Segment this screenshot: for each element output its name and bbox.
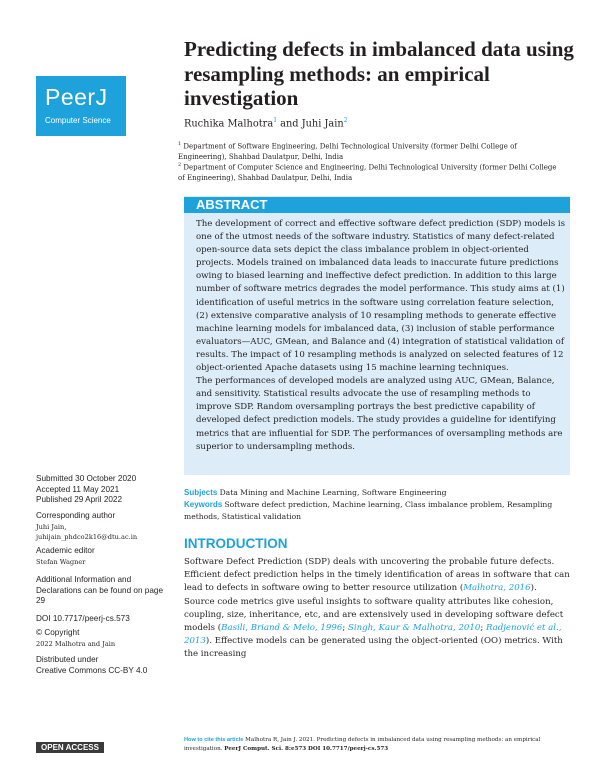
abstract-paragraph-2: The performances of developed models are analyzed using AUC, GMean, Balance, and sensitivity. Statistical results advocate the use of resampling methods to improve SDP. Random oversampling portrays the best predictive capability of developed defect prediction models. The study provides a guideline for identifying metrics that are influential for SDP. The performances of oversampling methods are superior to undersampling methods. <box>196 376 563 452</box>
citation-footer <box>184 736 570 754</box>
doi[interactable]: DOI 10.7717/peerj-cs.573 <box>36 614 130 623</box>
introduction-text <box>184 556 570 662</box>
abstract-heading: ABSTRACT <box>184 197 570 213</box>
keywords-label: Keywords <box>184 500 223 509</box>
copyright-icon: © <box>36 628 43 637</box>
affiliation-2 <box>178 160 558 183</box>
open-access-badge: OPEN ACCESS <box>36 742 104 753</box>
academic-editor-name: Stefan Wagner <box>36 557 86 566</box>
corresponding-author-name: Juhi Jain, <box>36 522 67 531</box>
citation-link[interactable]: Radjenović et al., 2013 <box>184 623 562 647</box>
affiliation-1 <box>178 139 558 162</box>
author-1[interactable]: Ruchika Malhotra <box>184 118 274 130</box>
author-conjunction: and <box>280 118 299 130</box>
footer-journal: PeerJ Comput. Sci. 8:e573 <box>224 746 307 752</box>
logo-subtitle: Computer Science <box>45 116 111 125</box>
affiliation-2-text: Department of Computer Science and Engineering, Delhi Technological University (former Delhi College of Engineering), Shahbad Daulatpur, Delhi, India <box>178 163 557 182</box>
subjects-value[interactable]: Data Mining and Machine Learning, Software Engineering <box>219 488 447 497</box>
citation-link[interactable]: Basili, Briand & Melo, 1996 <box>221 623 343 634</box>
intro-text-1: Software Defect Prediction (SDP) deals with uncovering the probable future defects. Efficient defect prediction helps in the timely identification of areas in software that can lead to defects in software owing to better resource utilization ( <box>184 557 570 594</box>
footer-doi[interactable]: DOI 10.7717/peerj-cs.573 <box>307 746 389 752</box>
license-line-2[interactable]: Creative Commons CC-BY 4.0 <box>36 665 148 675</box>
corresponding-author <box>36 511 166 543</box>
keywords-value: Software defect prediction, Machine learning, Class imbalance problem, Resampling methods, Statistical validation <box>184 500 553 521</box>
intro-sep-1: ; <box>342 623 348 634</box>
intro-sep-2: ; <box>480 623 486 634</box>
intro-text-2: ). Source code metrics give useful insights to software quality attributes like cohesion, coupling, size, inheritance, etc, and are extensively used in developing software defect models ( <box>184 583 564 634</box>
publication-dates <box>36 474 166 506</box>
intro-text-3: ). Effective models can be generated using the object-oriented (OO) metrics. With the increasing <box>184 636 563 660</box>
page-title: Predicting defects in imbalanced data using resampling methods: an empirical investigation <box>184 37 574 110</box>
author-1-sup: 1 <box>273 117 278 124</box>
introduction-heading: INTRODUCTION <box>184 536 288 551</box>
author-line <box>184 117 348 129</box>
affiliation-1-sup: 1 <box>178 141 182 147</box>
abstract-paragraph-1: The development of correct and effective software defect prediction (SDP) models is one of the utmost needs of the software industry. Statistics of many defect-related open-source data sets depict the class imbalance problem in object-oriented projects. Models trained on imbalanced data leads to inaccurate future predictions owing to biased learning and ineffective defect prediction. In addition to this large number of software metrics degrades the model performance. This study aims at (1) identification of useful metrics in the software using correlation feature selection, (2) extensive comparative analysis of 10 resampling methods to generate effective machine learning models for imbalanced data, (3) inclusion of stable performance evaluators—AUC, GMean, and Balance and (4) integration of statistical validation of results. The impact of 10 resampling methods is analyzed on selected features of 12 object-oriented Apache datasets using 15 machine learning techniques. <box>196 219 566 374</box>
published-date: Published 29 April 2022 <box>36 495 123 505</box>
footer-cite-text: Malhotra R, Jain J. 2021. Predicting defects in imbalanced data using resampling methods: an empirical investigation. <box>184 737 541 752</box>
keywords <box>184 499 570 522</box>
subjects <box>184 487 570 499</box>
abstract-text <box>196 218 568 454</box>
affiliation-1-text: Department of Software Engineering, Delhi Technological University (former Delhi College of Engineering), Shahbad Daulatpur, Delhi, India <box>178 142 517 161</box>
copyright-value: 2022 Malhotra and Jain <box>36 639 116 648</box>
author-2[interactable]: Juhi Jain <box>301 118 344 130</box>
corresponding-author-label: Corresponding author <box>36 511 116 520</box>
license-line-1: Distributed under <box>36 655 99 664</box>
citation-link[interactable]: Malhotra, 2016 <box>463 583 531 594</box>
academic-editor <box>36 546 166 567</box>
affiliation-2-sup: 2 <box>178 162 182 168</box>
accepted-date: Accepted 11 May 2021 <box>36 484 120 494</box>
peerj-logo <box>36 76 126 136</box>
additional-information[interactable]: Additional Information and Declarations can be found on page 29 <box>36 575 163 606</box>
logo-brand: PeerJ <box>45 84 108 110</box>
academic-editor-label: Academic editor <box>36 546 95 555</box>
subjects-label: Subjects <box>184 488 218 497</box>
copyright-label: Copyright <box>44 628 80 637</box>
author-2-sup: 2 <box>343 117 348 124</box>
copyright <box>36 628 166 649</box>
corresponding-author-email[interactable]: juhijain_phdco2k16@dtu.ac.in <box>36 533 138 542</box>
footer-cite-label: How to cite this article <box>184 737 244 743</box>
citation-link[interactable]: Singh, Kaur & Malhotra, 2010 <box>347 623 481 634</box>
submitted-date: Submitted 30 October 2020 <box>36 474 137 483</box>
license <box>36 655 166 676</box>
